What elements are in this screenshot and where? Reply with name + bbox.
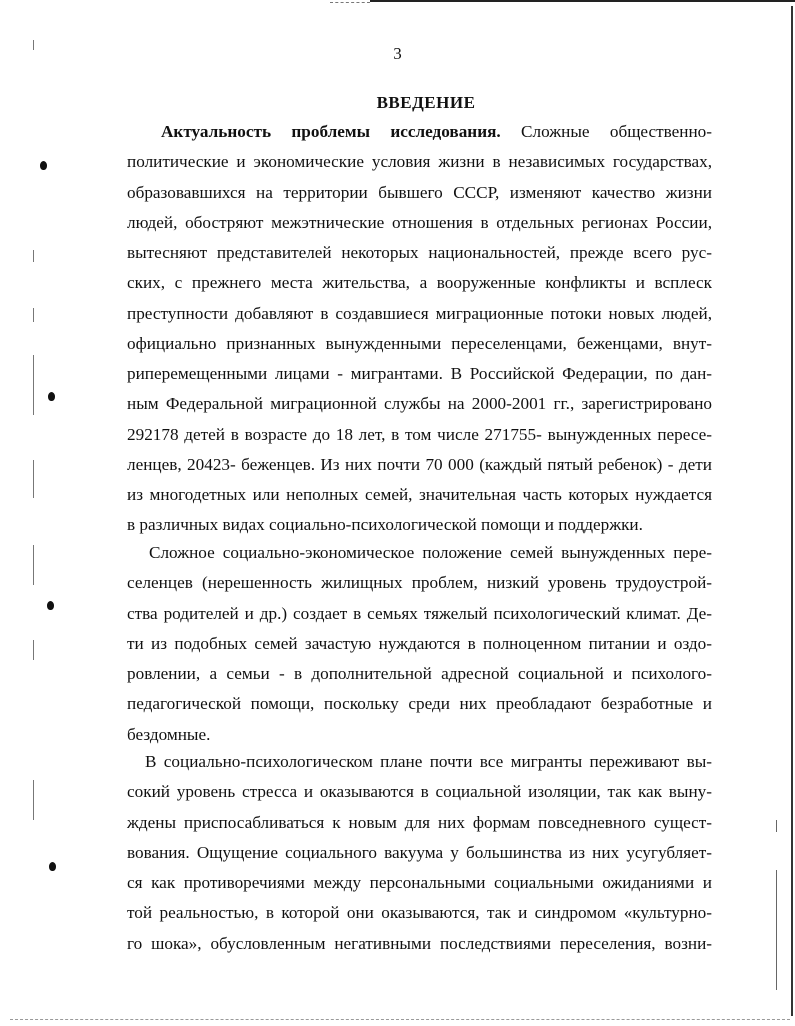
scan-top-dash (330, 2, 370, 3)
scan-right-tick (776, 820, 777, 832)
paragraph-line: Актуальность проблемы исследования. Сложные общественно- (161, 122, 712, 141)
scan-right-edge (791, 6, 793, 1016)
paragraph-line: ровлении, а семьи - в дополнительной адресной социальной и психолого- (127, 664, 712, 683)
paragraph-line: педагогической помощи, поскольку среди них преобладают безработные и (127, 694, 712, 714)
punch-hole-dot (49, 862, 56, 871)
section-title: ВВЕДЕНИЕ (376, 93, 476, 112)
scan-left-mark (33, 545, 34, 585)
paragraph-line: сокий уровень стресса и оказываются в социальной изоляции, так как выну- (127, 782, 712, 802)
paragraph-line: В социально-психологическом плане почти все мигранты переживают вы- (145, 752, 712, 771)
paragraph-line: ти из подобных семей зачастую нуждаются в полноценном питании и оздо- (127, 633, 712, 653)
scan-left-mark (33, 355, 34, 415)
paragraph-line: образовавшихся на территории бывшего СССР, изменяют качество жизни (127, 182, 712, 202)
paragraph-line: вования. Ощущение социального вакуума у большинства из них усугубляет- (127, 842, 712, 862)
paragraph-line: ным Федеральной миграционной службы на 2000-2001 гг., зарегистрировано (127, 394, 712, 414)
scan-left-mark (33, 250, 34, 262)
scan-left-mark (33, 640, 34, 660)
lead-phrase: Актуальность проблемы исследования. (161, 122, 501, 141)
paragraph-1 (127, 117, 712, 541)
paragraph-line: официально признанных вынужденными переселенцами, беженцами, внут- (127, 333, 712, 353)
paragraph-line: селенцев (нерешенность жилищных проблем, низкий уровень трудоустрой- (127, 573, 712, 593)
paragraph-2 (127, 538, 712, 750)
paragraph-line: той реальностью, в которой они оказываются, так и синдромом «культурно- (127, 903, 712, 923)
paragraph-line: вытесняют представителей некоторых национальностей, прежде всего рус- (127, 243, 712, 262)
scan-left-mark (33, 460, 34, 498)
paragraph-line: ских, с прежнего места жительства, а вооруженные конфликты и всплеск (127, 273, 712, 293)
paragraph-line: бездомные. (127, 724, 211, 744)
paragraph-line: ства родителей и др.) создает в семьях тяжелый психологический климат. Де- (127, 603, 712, 623)
paragraph-line: ся как противоречиями между персональными социальными ожиданиями и (127, 873, 712, 892)
paragraph-line: из многодетных или неполных семей, значительная часть которых нуждается (127, 485, 712, 504)
paragraph-3 (127, 747, 712, 959)
paragraph-line: людей, обостряют межэтнические отношения в отдельных регионах России, (127, 212, 712, 232)
scan-left-mark (33, 780, 34, 820)
punch-hole-dot (48, 392, 55, 401)
scan-left-mark (33, 308, 34, 322)
paragraph-line: Сложное социально-экономическое положение семей вынужденных пере- (149, 543, 712, 562)
paragraph-line: 292178 детей в возрасте до 18 лет, в том числе 271755- вынужденных пересе- (127, 424, 712, 444)
punch-hole-dot (47, 601, 54, 610)
paragraph-line: го шока», обусловленным негативными последствиями переселения, возни- (127, 933, 712, 953)
paragraph-line: преступности добавляют в создавшиеся миграционные потоки новых людей, (127, 303, 712, 323)
scan-right-tick (776, 870, 777, 990)
paragraph-line: риперемещенными лицами - мигрантами. В Российской Федерации, по дан- (127, 364, 712, 383)
paragraph-line: политические и экономические условия жизни в независимых государствах, (127, 152, 712, 172)
paragraph-line: в различных видах социально-психологической помощи и поддержки. (127, 515, 643, 535)
paragraph-line: ленцев, 20423- беженцев. Из них почти 70 000 (каждый пятый ребенок) - дети (127, 454, 712, 474)
punch-hole-dot (40, 161, 47, 170)
paragraph-line: ждены приспосабливаться к новым для них формам повседневного сущест- (127, 812, 712, 832)
scan-top-edge (370, 0, 795, 8)
page-number: 3 (393, 44, 402, 63)
scan-bottom-edge (10, 1019, 790, 1020)
